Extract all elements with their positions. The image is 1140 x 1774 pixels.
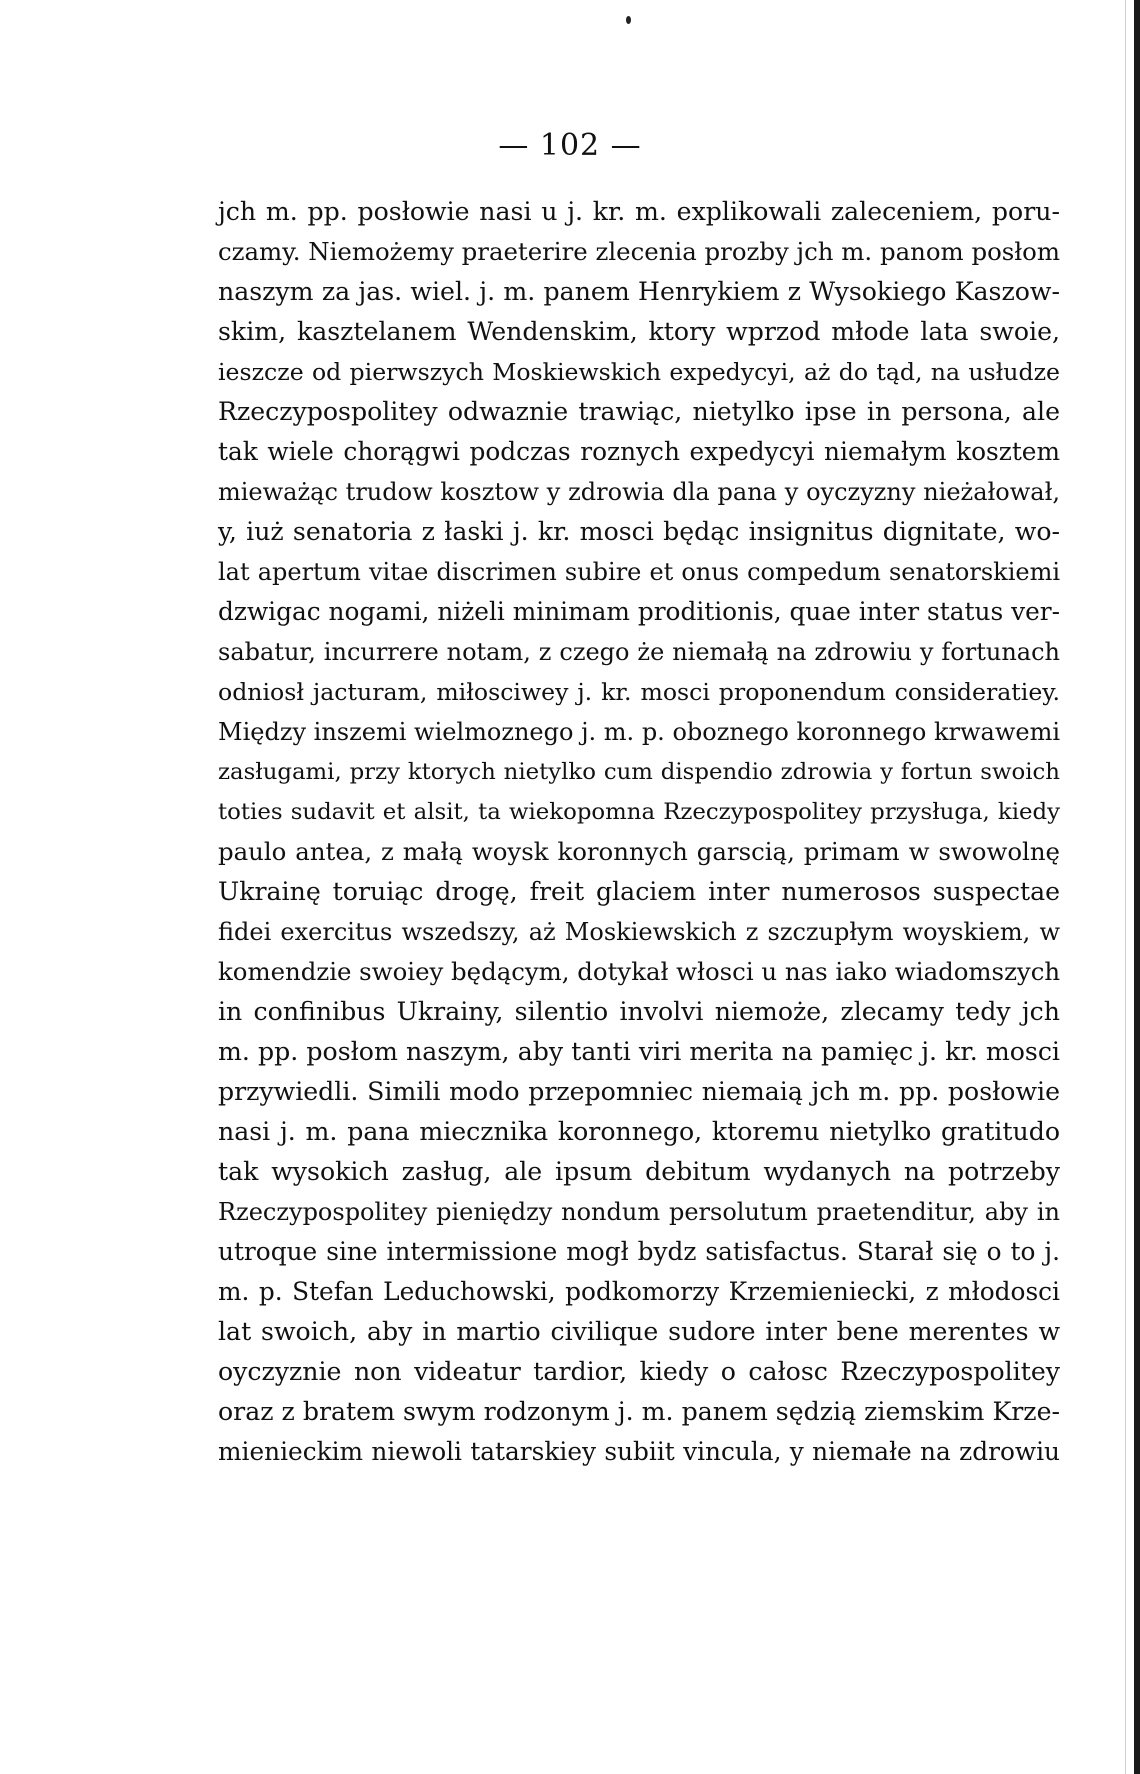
text-line: komendzie swoiey będącym, dotykał włosci u nas iako wiadomszych	[218, 957, 1061, 986]
text-line: tak wysokich zasług, ale ipsum debitum wydanych na potrzeby	[218, 1157, 1060, 1186]
text-line: Między inszemi wielmoznego j. m. p. oboznego koronnego krwawemi	[218, 718, 1060, 746]
text-line: ieszcze od pierwszych Moskiewskich expedycyi, aż do tąd, na usłudze	[218, 358, 1060, 386]
text-line: Rzeczypospolitey pieniędzy nondum persolutum praetenditur, aby in	[218, 1198, 1060, 1226]
text-line: lat apertum vitae discrimen subire et onus compedum senatorskiemi	[218, 558, 1060, 586]
body-text	[218, 192, 1060, 1472]
text-line: paulo antea, z małą woysk koronnych garscią, primam w swowolnę	[218, 837, 1060, 866]
text-line: lat swoich, aby in martio civilique sudore inter bene merentes w	[218, 1317, 1060, 1346]
text-line: tak wiele chorągwi podczas roznych expedycyi niemałym kosztem	[218, 437, 1060, 466]
page-number: — 102 —	[498, 128, 642, 163]
text-line: czamy. Niemożemy praeterire zlecenia prozby jch m. panom posłom	[218, 237, 1060, 266]
text-line: utroque sine intermissione mogł bydz satisfactus. Starał się o to j.	[218, 1237, 1060, 1266]
text-line: jch m. pp. posłowie nasi u j. kr. m. explikowali zaleceniem, poru-	[218, 197, 1060, 226]
text-line: mieważąc trudow kosztow y zdrowia dla pana y oyczyzny nieżałował,	[218, 478, 1060, 506]
text-line: naszym za jas. wiel. j. m. panem Henrykiem z Wysokiego Kaszow-	[218, 277, 1060, 306]
text-line: y, iuż senatoria z łaski j. kr. mosci będąc insignitus dignitate, wo-	[218, 517, 1060, 546]
text-line: fidei exercitus wszedszy, aż Moskiewskich z szczupłym woyskiem, w	[218, 918, 1060, 946]
text-line: przywiedli. Simili modo przepomniec niemaią jch m. pp. posłowie	[218, 1077, 1060, 1106]
page-edge-rule	[1134, 0, 1140, 1774]
text-line: zasługami, przy ktorych nietylko cum dispendio zdrowia y fortun swoich	[218, 759, 1060, 785]
text-line: mienieckim niewoli tatarskiey subiit vincula, y niemałe na zdrowiu	[218, 1437, 1060, 1466]
text-line: in confinibus Ukrainy, silentio involvi niemoże, zlecamy tedy jch	[218, 997, 1060, 1026]
page-edge-shadow	[1125, 0, 1126, 1774]
text-line: oyczyznie non videatur tardior, kiedy o całosc Rzeczypospolitey	[218, 1357, 1060, 1386]
text-line: sabatur, incurrere notam, z czego że niemałą na zdrowiu y fortunach	[218, 638, 1060, 666]
ink-speck	[626, 16, 631, 24]
text-line: toties sudavit et alsit, ta wiekopomna Rzeczypospolitey przysługa, kiedy	[218, 799, 1060, 825]
text-line: nasi j. m. pana miecznika koronnego, ktoremu nietylko gratitudo	[218, 1117, 1060, 1146]
text-line: m. p. Stefan Leduchowski, podkomorzy Krzemieniecki, z młodosci	[218, 1277, 1060, 1306]
text-line: odniosł jacturam, miłosciwey j. kr. mosci proponendum consideratiey.	[218, 678, 1060, 706]
text-line: skim, kasztelanem Wendenskim, ktory wprzod młode lata swoie,	[218, 317, 1060, 346]
text-line: oraz z bratem swym rodzonym j. m. panem sędzią ziemskim Krze-	[218, 1397, 1060, 1426]
text-line: Ukrainę toruiąc drogę, freit glaciem inter numerosos suspectae	[218, 877, 1060, 906]
text-line: dzwigac nogami, niżeli minimam proditionis, quae inter status ver-	[218, 597, 1060, 626]
text-line: m. pp. posłom naszym, aby tanti viri merita na pamięc j. kr. mosci	[218, 1037, 1060, 1066]
text-line: Rzeczypospolitey odwaznie trawiąc, nietylko ipse in persona, ale	[218, 397, 1060, 426]
